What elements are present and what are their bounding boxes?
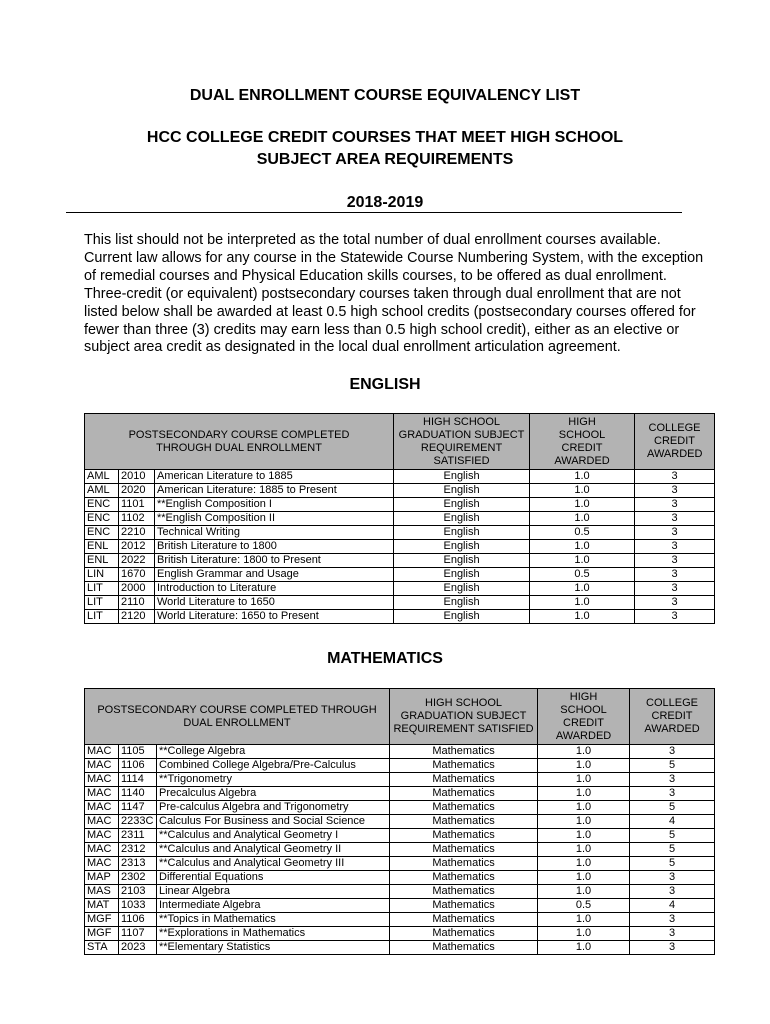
subject-requirement: Mathematics bbox=[390, 815, 538, 829]
mathematics-table-body bbox=[85, 745, 715, 955]
subject-requirement: Mathematics bbox=[390, 843, 538, 857]
table-row bbox=[85, 759, 715, 773]
course-prefix: ENC bbox=[85, 498, 119, 512]
college-credit: 3 bbox=[635, 526, 715, 540]
table-row bbox=[85, 745, 715, 759]
course-title: American Literature: 1885 to Present bbox=[155, 484, 394, 498]
table-row bbox=[85, 885, 715, 899]
course-prefix: LIT bbox=[85, 596, 119, 610]
college-credit: 3 bbox=[635, 596, 715, 610]
subject-requirement: English bbox=[394, 526, 530, 540]
subject-requirement: English bbox=[394, 540, 530, 554]
course-prefix: MAC bbox=[85, 815, 119, 829]
table-row bbox=[85, 927, 715, 941]
table-row bbox=[85, 484, 715, 498]
course-number: 2312 bbox=[119, 843, 157, 857]
subject-requirement: English bbox=[394, 582, 530, 596]
course-prefix: MAC bbox=[85, 801, 119, 815]
course-prefix: LIT bbox=[85, 582, 119, 596]
course-number: 2110 bbox=[119, 596, 155, 610]
hs-credit: 0.5 bbox=[530, 568, 635, 582]
table-row bbox=[85, 773, 715, 787]
table-row bbox=[85, 512, 715, 526]
college-credit: 3 bbox=[635, 470, 715, 484]
course-title: **Topics in Mathematics bbox=[157, 913, 390, 927]
table-row bbox=[85, 941, 715, 955]
hs-credit: 1.0 bbox=[530, 582, 635, 596]
subject-requirement: Mathematics bbox=[390, 745, 538, 759]
hs-credit: 1.0 bbox=[538, 773, 630, 787]
course-prefix: MGF bbox=[85, 927, 119, 941]
course-prefix: MAC bbox=[85, 787, 119, 801]
course-title: British Literature: 1800 to Present bbox=[155, 554, 394, 568]
subject-requirement: Mathematics bbox=[390, 913, 538, 927]
course-prefix: LIN bbox=[85, 568, 119, 582]
course-number: 1114 bbox=[119, 773, 157, 787]
intro-paragraph: This list should not be interpreted as the total number of dual enrollment courses available. Current law allows for any course in the Statewide Course Numbering System, with the exception of remedial courses and Physical Education skills courses, to be offered as dual enrollment. Three-credit (or equivalent) postsecondary courses taken through dual enrollment that are not listed below shall be awarded at least 0.5 high school credits (postsecondary courses offered for fewer than three (3) credits may earn less than 0.5 high school credit), either as an elective or subject area credit as designated in the local dual enrollment articulation agreement. bbox=[84, 232, 704, 356]
hs-credit: 1.0 bbox=[538, 927, 630, 941]
table-row bbox=[85, 540, 715, 554]
course-number: 2012 bbox=[119, 540, 155, 554]
college-credit: 4 bbox=[630, 815, 715, 829]
course-prefix: MAC bbox=[85, 843, 119, 857]
hs-credit: 1.0 bbox=[538, 759, 630, 773]
college-credit: 3 bbox=[630, 871, 715, 885]
course-title: **College Algebra bbox=[157, 745, 390, 759]
document-subtitle-line-2: SUBJECT AREA REQUIREMENTS bbox=[256, 151, 514, 168]
college-credit: 5 bbox=[630, 801, 715, 815]
college-credit: 5 bbox=[630, 857, 715, 871]
hs-credit: 1.0 bbox=[538, 745, 630, 759]
college-credit: 3 bbox=[630, 913, 715, 927]
table-row bbox=[85, 568, 715, 582]
college-credit-column-header: COLLEGE CREDIT AWARDED bbox=[630, 689, 715, 745]
course-number: 1106 bbox=[119, 913, 157, 927]
course-prefix: ENC bbox=[85, 512, 119, 526]
hs-credit: 1.0 bbox=[530, 512, 635, 526]
course-title: **Calculus and Analytical Geometry II bbox=[157, 843, 390, 857]
table-row bbox=[85, 554, 715, 568]
subject-requirement: English bbox=[394, 568, 530, 582]
hs-credit: 1.0 bbox=[530, 484, 635, 498]
college-credit: 3 bbox=[635, 610, 715, 624]
hs-credit: 1.0 bbox=[538, 871, 630, 885]
course-prefix: MAT bbox=[85, 899, 119, 913]
subject-requirement: Mathematics bbox=[390, 941, 538, 955]
course-number: 2313 bbox=[119, 857, 157, 871]
college-credit: 4 bbox=[630, 899, 715, 913]
header-divider bbox=[66, 212, 682, 213]
college-credit: 5 bbox=[630, 843, 715, 857]
subject-requirement: English bbox=[394, 512, 530, 526]
table-row bbox=[85, 913, 715, 927]
course-title: **Calculus and Analytical Geometry III bbox=[157, 857, 390, 871]
mathematics-heading: MATHEMATICS bbox=[327, 650, 443, 667]
course-number: 2302 bbox=[119, 871, 157, 885]
course-title: Introduction to Literature bbox=[155, 582, 394, 596]
course-prefix: AML bbox=[85, 470, 119, 484]
course-number: 2020 bbox=[119, 484, 155, 498]
subject-requirement: English bbox=[394, 554, 530, 568]
hs-credit: 1.0 bbox=[530, 498, 635, 512]
hs-credit: 1.0 bbox=[538, 787, 630, 801]
subject-requirement: Mathematics bbox=[390, 885, 538, 899]
subject-requirement: Mathematics bbox=[390, 899, 538, 913]
course-title: Precalculus Algebra bbox=[157, 787, 390, 801]
table-row bbox=[85, 596, 715, 610]
course-number: 1147 bbox=[119, 801, 157, 815]
hs-credit: 1.0 bbox=[538, 885, 630, 899]
course-number: 2120 bbox=[119, 610, 155, 624]
hs-credit: 1.0 bbox=[530, 554, 635, 568]
table-row bbox=[85, 843, 715, 857]
course-prefix: MAS bbox=[85, 885, 119, 899]
subject-requirement: Mathematics bbox=[390, 801, 538, 815]
table-row bbox=[85, 526, 715, 540]
course-prefix: STA bbox=[85, 941, 119, 955]
course-title: American Literature to 1885 bbox=[155, 470, 394, 484]
hs-credit: 0.5 bbox=[538, 899, 630, 913]
course-prefix: MAC bbox=[85, 745, 119, 759]
course-title: Technical Writing bbox=[155, 526, 394, 540]
course-number: 1140 bbox=[119, 787, 157, 801]
college-credit: 3 bbox=[630, 745, 715, 759]
table-row bbox=[85, 871, 715, 885]
table-row bbox=[85, 787, 715, 801]
course-number: 1105 bbox=[119, 745, 157, 759]
subject-requirement: English bbox=[394, 596, 530, 610]
subject-requirement: English bbox=[394, 610, 530, 624]
table-row bbox=[85, 610, 715, 624]
college-credit: 3 bbox=[635, 582, 715, 596]
hs-credit: 1.0 bbox=[530, 596, 635, 610]
course-number: 2311 bbox=[119, 829, 157, 843]
course-number: 1101 bbox=[119, 498, 155, 512]
table-row bbox=[85, 801, 715, 815]
hs-credit: 1.0 bbox=[538, 815, 630, 829]
course-prefix: MAP bbox=[85, 871, 119, 885]
table-row bbox=[85, 498, 715, 512]
subject-requirement: English bbox=[394, 470, 530, 484]
hs-credit: 1.0 bbox=[538, 913, 630, 927]
hs-credit: 0.5 bbox=[530, 526, 635, 540]
course-number: 1107 bbox=[119, 927, 157, 941]
table-row bbox=[85, 899, 715, 913]
course-column-header: POSTSECONDARY COURSE COMPLETED THROUGH DUAL ENROLLMENT bbox=[85, 689, 390, 745]
course-number: 2023 bbox=[119, 941, 157, 955]
college-credit: 3 bbox=[635, 540, 715, 554]
course-title: Linear Algebra bbox=[157, 885, 390, 899]
course-title: English Grammar and Usage bbox=[155, 568, 394, 582]
subject-requirement: English bbox=[394, 498, 530, 512]
course-title: **English Composition I bbox=[155, 498, 394, 512]
english-heading: ENGLISH bbox=[349, 376, 421, 393]
subject-requirement: Mathematics bbox=[390, 857, 538, 871]
college-credit: 3 bbox=[630, 885, 715, 899]
course-number: 2233C bbox=[119, 815, 157, 829]
course-title: Combined College Algebra/Pre-Calculus bbox=[157, 759, 390, 773]
course-prefix: MGF bbox=[85, 913, 119, 927]
course-number: 1102 bbox=[119, 512, 155, 526]
hs-credit-column-header: HIGH SCHOOL CREDIT AWARDED bbox=[538, 689, 630, 745]
course-title: **Trigonometry bbox=[157, 773, 390, 787]
course-number: 2103 bbox=[119, 885, 157, 899]
course-title: Calculus For Business and Social Science bbox=[157, 815, 390, 829]
english-table bbox=[84, 413, 715, 624]
subject-requirement: Mathematics bbox=[390, 787, 538, 801]
course-title: **Calculus and Analytical Geometry I bbox=[157, 829, 390, 843]
course-prefix: MAC bbox=[85, 773, 119, 787]
course-title: Differential Equations bbox=[157, 871, 390, 885]
table-row bbox=[85, 815, 715, 829]
college-credit: 3 bbox=[635, 568, 715, 582]
table-row bbox=[85, 829, 715, 843]
hs-credit: 1.0 bbox=[538, 941, 630, 955]
english-table-body bbox=[85, 470, 715, 624]
course-title: Pre-calculus Algebra and Trigonometry bbox=[157, 801, 390, 815]
college-credit: 3 bbox=[635, 498, 715, 512]
mathematics-table-header bbox=[85, 689, 715, 745]
college-credit: 3 bbox=[630, 941, 715, 955]
college-credit: 3 bbox=[630, 787, 715, 801]
course-title: **Elementary Statistics bbox=[157, 941, 390, 955]
subject-requirement: Mathematics bbox=[390, 759, 538, 773]
course-prefix: LIT bbox=[85, 610, 119, 624]
english-table-header bbox=[85, 414, 715, 470]
hs-credit: 1.0 bbox=[538, 857, 630, 871]
table-row bbox=[85, 857, 715, 871]
subject-requirement: Mathematics bbox=[390, 773, 538, 787]
course-prefix: AML bbox=[85, 484, 119, 498]
hs-credit: 1.0 bbox=[530, 470, 635, 484]
course-number: 2010 bbox=[119, 470, 155, 484]
academic-year: 2018-2019 bbox=[346, 194, 424, 211]
course-title: Intermediate Algebra bbox=[157, 899, 390, 913]
college-credit: 3 bbox=[635, 512, 715, 526]
college-credit: 3 bbox=[635, 484, 715, 498]
subject-column-header: HIGH SCHOOL GRADUATION SUBJECT REQUIREMENT SATISFIED bbox=[390, 689, 538, 745]
college-credit: 3 bbox=[630, 773, 715, 787]
course-number: 1106 bbox=[119, 759, 157, 773]
subject-requirement: Mathematics bbox=[390, 871, 538, 885]
course-number: 2000 bbox=[119, 582, 155, 596]
college-credit: 3 bbox=[630, 927, 715, 941]
course-number: 2022 bbox=[119, 554, 155, 568]
course-title: World Literature to 1650 bbox=[155, 596, 394, 610]
course-prefix: ENL bbox=[85, 554, 119, 568]
document-subtitle-line-1: HCC COLLEGE CREDIT COURSES THAT MEET HIGH SCHOOL bbox=[146, 129, 624, 146]
hs-credit: 1.0 bbox=[530, 540, 635, 554]
course-title: **English Composition II bbox=[155, 512, 394, 526]
table-row bbox=[85, 470, 715, 484]
course-number: 2210 bbox=[119, 526, 155, 540]
college-credit: 5 bbox=[630, 829, 715, 843]
course-title: World Literature: 1650 to Present bbox=[155, 610, 394, 624]
hs-credit: 1.0 bbox=[538, 843, 630, 857]
course-column-header: POSTSECONDARY COURSE COMPLETED THROUGH DUAL ENROLLMENT bbox=[85, 414, 394, 470]
mathematics-table bbox=[84, 688, 715, 955]
course-number: 1670 bbox=[119, 568, 155, 582]
subject-requirement: Mathematics bbox=[390, 829, 538, 843]
document-title: DUAL ENROLLMENT COURSE EQUIVALENCY LIST bbox=[189, 87, 581, 104]
subject-column-header: HIGH SCHOOL GRADUATION SUBJECT REQUIREMENT SATISFIED bbox=[394, 414, 530, 470]
course-prefix: MAC bbox=[85, 857, 119, 871]
course-prefix: MAC bbox=[85, 759, 119, 773]
course-title: British Literature to 1800 bbox=[155, 540, 394, 554]
table-row bbox=[85, 582, 715, 596]
college-credit: 3 bbox=[635, 554, 715, 568]
hs-credit: 1.0 bbox=[538, 829, 630, 843]
college-credit: 5 bbox=[630, 759, 715, 773]
course-number: 1033 bbox=[119, 899, 157, 913]
course-prefix: ENC bbox=[85, 526, 119, 540]
subject-requirement: Mathematics bbox=[390, 927, 538, 941]
hs-credit: 1.0 bbox=[530, 610, 635, 624]
course-prefix: ENL bbox=[85, 540, 119, 554]
course-prefix: MAC bbox=[85, 829, 119, 843]
subject-requirement: English bbox=[394, 484, 530, 498]
hs-credit: 1.0 bbox=[538, 801, 630, 815]
hs-credit-column-header: HIGH SCHOOL CREDIT AWARDED bbox=[530, 414, 635, 470]
course-title: **Explorations in Mathematics bbox=[157, 927, 390, 941]
college-credit-column-header: COLLEGE CREDIT AWARDED bbox=[635, 414, 715, 470]
